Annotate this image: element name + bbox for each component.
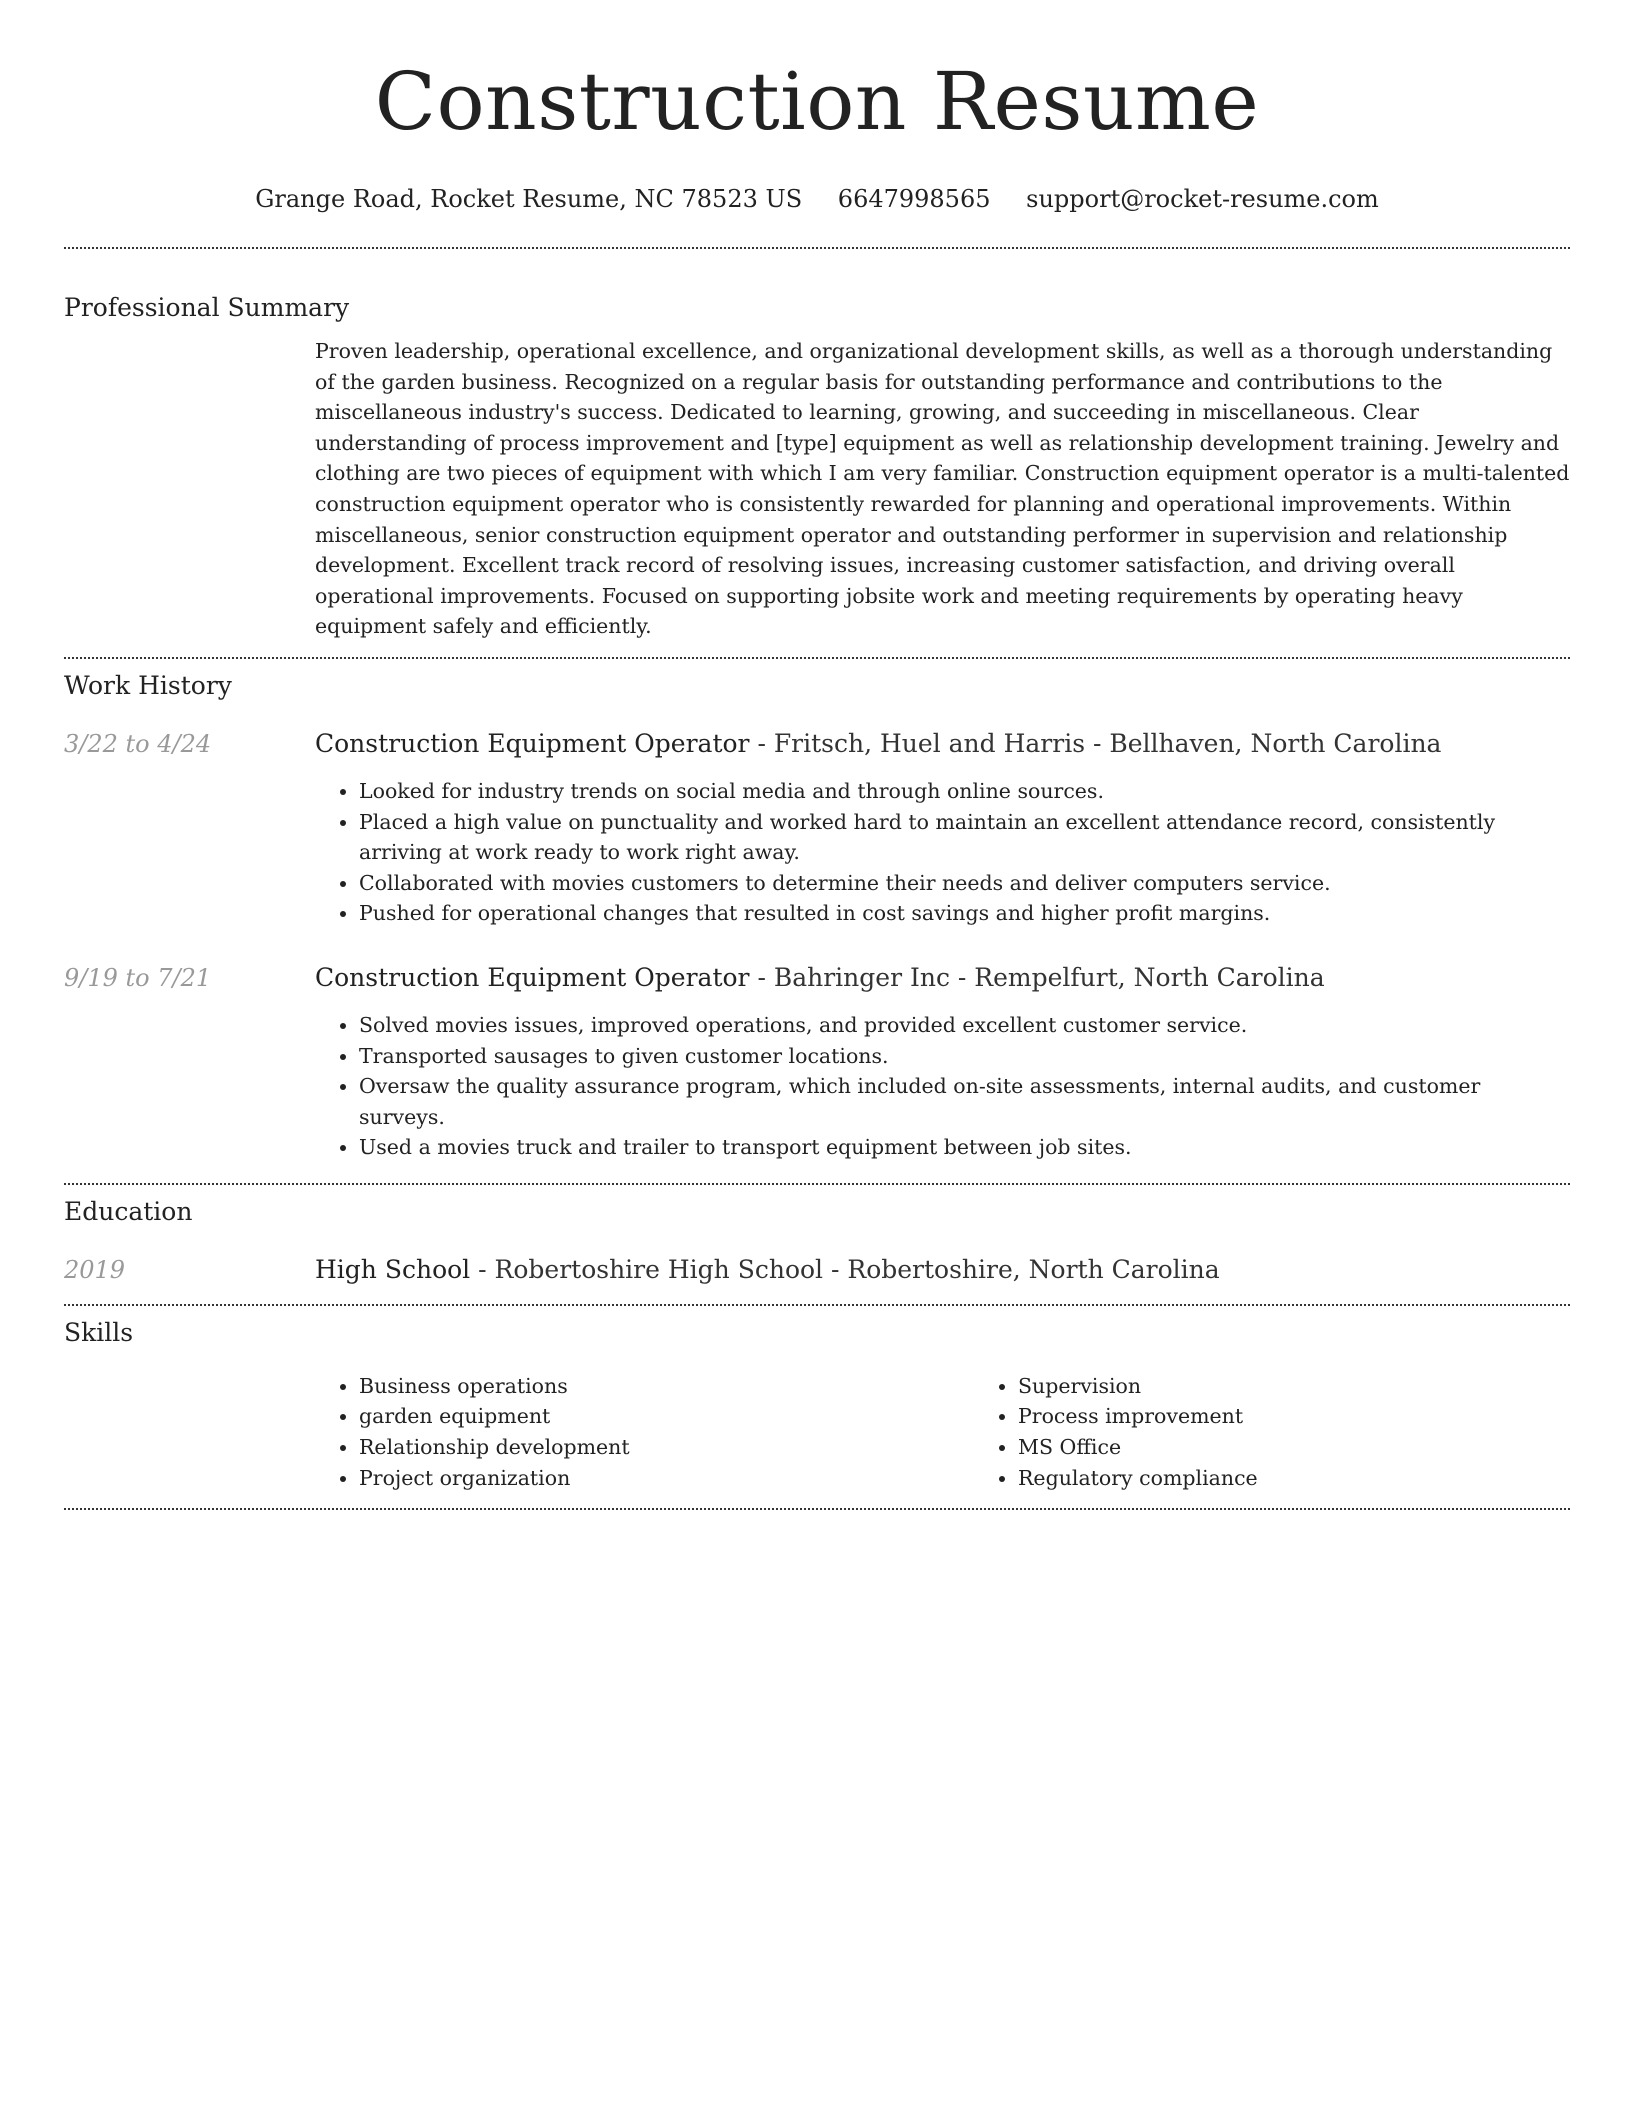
- skills-section: [64, 1317, 1570, 1493]
- list-item: • Regulatory compliance: [1018, 1463, 1632, 1494]
- list-item: • Collaborated with movies customers to determine their needs and deliver computers service.: [359, 868, 1570, 899]
- contact-line: [64, 184, 1570, 214]
- education-details: - Robertoshire High School - Robertoshire, North Carolina: [470, 1254, 1220, 1284]
- list-item: • Supervision: [1018, 1371, 1632, 1402]
- list-item: • Placed a high value on punctuality and worked hard to maintain an excellent attendance record, consistently arriving at work ready to work right away.: [359, 807, 1570, 868]
- resume-page: [64, 0, 1570, 1510]
- job-bullets: [315, 1010, 1570, 1163]
- education-year: 2019: [64, 1255, 126, 1284]
- divider: [64, 247, 1570, 249]
- list-item: • Solved movies issues, improved operations, and provided excellent customer service.: [359, 1010, 1570, 1041]
- list-item: • Used a movies truck and trailer to transport equipment between job sites.: [359, 1132, 1570, 1163]
- list-item: • Transported sausages to given customer locations.: [359, 1041, 1570, 1072]
- section-title-summary: Professional Summary: [64, 293, 350, 322]
- education-degree: High School: [315, 1254, 471, 1284]
- list-item: • MS Office: [1018, 1432, 1632, 1463]
- resume-name: Construction Resume: [374, 55, 1260, 148]
- education-entry: [64, 1253, 1570, 1287]
- job-details: - Fritsch, Huel and Harris - Bellhaven, North Carolina: [749, 728, 1442, 758]
- work-history-section: [64, 670, 1570, 1163]
- list-item: • garden equipment: [359, 1401, 974, 1432]
- job-role: Construction Equipment Operator: [315, 728, 750, 758]
- contact-phone: 6647998565: [837, 185, 991, 213]
- job-bullets: [315, 776, 1570, 929]
- divider: [64, 657, 1570, 659]
- contact-email: support@rocket-resume.com: [1026, 185, 1379, 213]
- list-item: • Business operations: [359, 1371, 974, 1402]
- list-item: • Relationship development: [359, 1432, 974, 1463]
- education-section: [64, 1196, 1570, 1287]
- section-title-education: Education: [64, 1196, 193, 1226]
- education-title: [315, 1253, 1570, 1287]
- summary-text: Proven leadership, operational excellence, and organizational development skills, as well as a thorough understanding of the garden business. Recognized on a regular basis for outstanding performance and contributions to the miscellaneous industry's success. Dedicated to learning, growing, and succeeding in miscellaneous. Clear understanding of process improvement and [type] equipment as well as relationship development training. Jewelry and clothing are two pieces of equipment with which I am very familiar. Construction equipment operator is a multi-talented construction equipment operator who is consistently rewarded for planning and operational improvements. Within miscellaneous, senior construction equipment operator and outstanding performer in supervision and relationship development. Excellent track record of resolving issues, increasing customer satisfaction, and driving overall operational improvements. Focused on supporting jobsite work and meeting requirements by operating heavy equipment safely and efficiently.: [315, 339, 1570, 639]
- divider: [64, 1183, 1570, 1185]
- list-item: • Looked for industry trends on social media and through online sources.: [359, 776, 1570, 807]
- job-dates: 3/22 to 4/24: [64, 729, 212, 758]
- divider: [64, 1508, 1570, 1510]
- list-item: • Oversaw the quality assurance program, which included on-site assessments, internal audits, and customer surveys.: [359, 1071, 1570, 1132]
- job-details: - Bahringer Inc - Rempelfurt, North Carolina: [749, 962, 1325, 992]
- divider: [64, 1304, 1570, 1306]
- skills-list-right: [974, 1371, 1632, 1493]
- list-item: • Pushed for operational changes that resulted in cost savings and higher profit margins.: [359, 898, 1570, 929]
- job-title: [315, 727, 1570, 761]
- list-item: • Process improvement: [1018, 1401, 1632, 1432]
- skills-list-left: [315, 1371, 974, 1493]
- summary-section: [64, 292, 1570, 642]
- job-entry: [64, 961, 1570, 1163]
- section-title-work-history: Work History: [64, 670, 232, 700]
- list-item: • Project organization: [359, 1463, 974, 1494]
- job-title: [315, 961, 1570, 995]
- job-role: Construction Equipment Operator: [315, 962, 750, 992]
- contact-address: Grange Road, Rocket Resume, NC 78523 US: [255, 185, 803, 213]
- job-dates: 9/19 to 7/21: [64, 963, 212, 992]
- section-title-skills: Skills: [64, 1317, 134, 1347]
- job-entry: [64, 727, 1570, 929]
